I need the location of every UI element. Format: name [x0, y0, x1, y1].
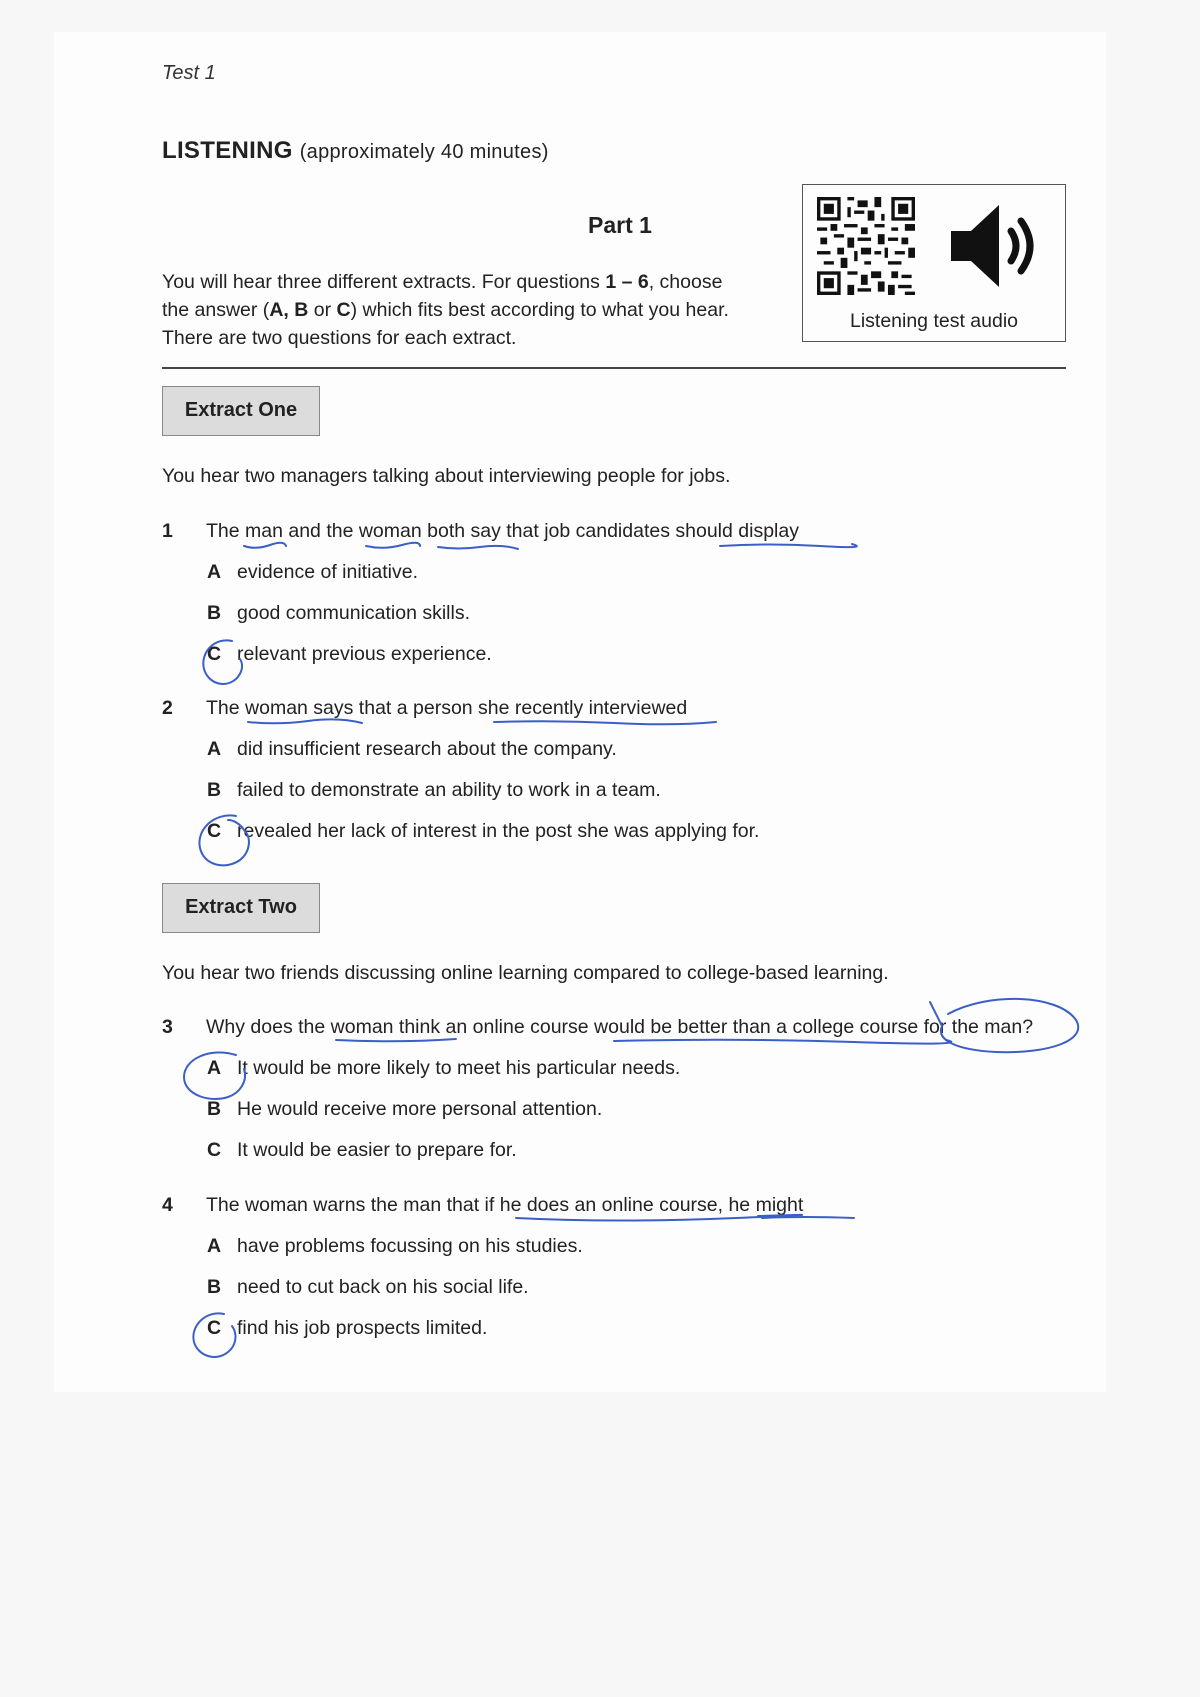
extract-two-label: Extract Two: [162, 883, 320, 933]
question-number-4: 4: [162, 1194, 173, 1216]
test-label: Test 1: [162, 62, 216, 84]
option-letter-2a[interactable]: A: [206, 738, 222, 760]
option-text-1c: relevant previous experience.: [237, 643, 492, 665]
question-stem-4: The woman warns the man that if he does an online course, he might: [206, 1194, 804, 1216]
part-heading: Part 1: [588, 212, 652, 238]
option-letter-3b[interactable]: B: [206, 1098, 222, 1120]
instructions-line-1: You will hear three different extracts. For questions 1 – 6, choose: [162, 271, 723, 293]
question-number-2: 2: [162, 697, 173, 719]
option-letter-1a[interactable]: A: [206, 561, 222, 583]
option-letter-3a[interactable]: A: [206, 1057, 222, 1079]
question-number-3: 3: [162, 1016, 173, 1038]
option-letter-4b[interactable]: B: [206, 1276, 222, 1298]
audio-box[interactable]: [802, 184, 1066, 342]
extract-one-context: You hear two managers talking about interviewing people for jobs.: [162, 465, 731, 487]
option-letter-1b[interactable]: B: [206, 602, 222, 624]
question-stem-3: Why does the woman think an online course would be better than a college course for the man?: [206, 1016, 1034, 1038]
section-divider: [162, 367, 1066, 369]
extract-one-label: Extract One: [162, 386, 320, 436]
speaker-icon[interactable]: [945, 201, 1041, 291]
section-title-text: LISTENING: [162, 137, 293, 164]
option-text-4a: have problems focussing on his studies.: [237, 1235, 583, 1257]
option-text-2a: did insufficient research about the company.: [237, 738, 617, 760]
option-letter-4c[interactable]: C: [206, 1317, 222, 1339]
section-subtitle: (approximately 40 minutes): [299, 141, 549, 163]
qr-code-icon[interactable]: [817, 197, 915, 295]
option-text-3c: It would be easier to prepare for.: [237, 1139, 517, 1161]
audio-caption: Listening test audio: [849, 310, 1019, 332]
option-text-4c: find his job prospects limited.: [237, 1317, 488, 1339]
section-title: [162, 137, 549, 165]
question-number-1: 1: [162, 520, 173, 542]
question-stem-2: The woman says that a person she recently interviewed: [206, 697, 688, 719]
option-text-4b: need to cut back on his social life.: [237, 1276, 529, 1298]
instructions: [162, 268, 802, 352]
question-stem-1: The man and the woman both say that job candidates should display: [206, 520, 799, 542]
option-text-1a: evidence of initiative.: [237, 561, 419, 583]
option-text-3a: It would be more likely to meet his particular needs.: [237, 1057, 681, 1079]
option-text-2b: failed to demonstrate an ability to work in a team.: [237, 779, 661, 801]
option-letter-2c[interactable]: C: [206, 820, 222, 842]
option-text-3b: He would receive more personal attention.: [237, 1098, 603, 1120]
option-text-2c: revealed her lack of interest in the post she was applying for.: [237, 820, 760, 842]
option-letter-2b[interactable]: B: [206, 779, 222, 801]
extract-two-context: You hear two friends discussing online learning compared to college-based learning.: [162, 962, 889, 984]
option-letter-1c[interactable]: C: [206, 643, 222, 665]
instructions-line-2: the answer (A, B or C) which fits best according to what you hear.: [162, 299, 729, 321]
option-text-1b: good communication skills.: [237, 602, 471, 624]
instructions-line-3: There are two questions for each extract.: [162, 327, 517, 349]
option-letter-3c[interactable]: C: [206, 1139, 222, 1161]
option-letter-4a[interactable]: A: [206, 1235, 222, 1257]
